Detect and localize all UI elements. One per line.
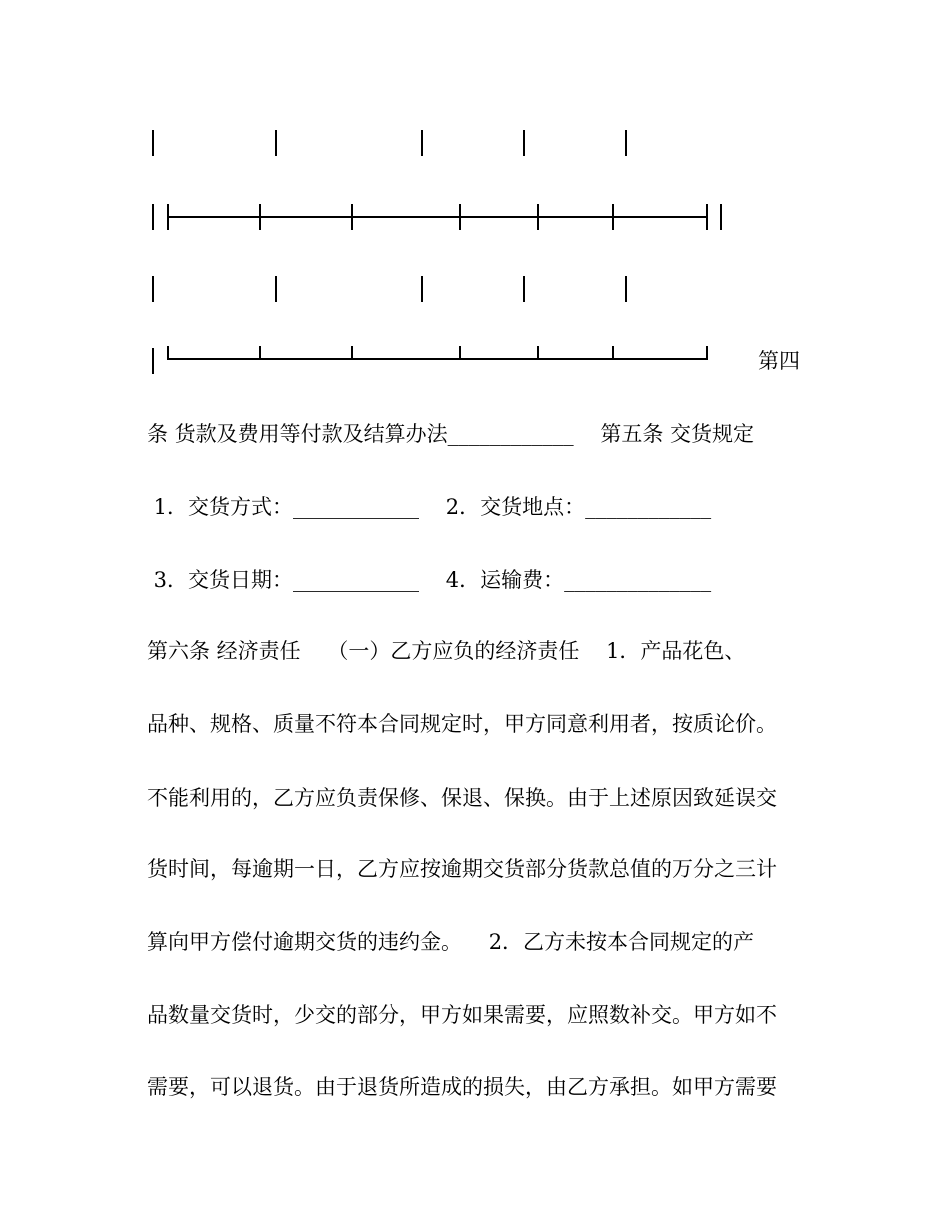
text-line: 货时间，每逾期一日，乙方应按逾期交货部分货款总值的万分之三计 — [147, 857, 777, 881]
table-row2-tick — [259, 204, 261, 230]
table-bottom-line — [167, 358, 707, 360]
table-row4-bar — [152, 348, 154, 374]
text-line: 第六条 经济责任 （一）乙方应负的经济责任 1．产品花色、 — [147, 639, 746, 663]
table-row1-bar — [625, 130, 627, 156]
table-bottom-tick — [459, 346, 461, 360]
table-bottom-corner — [706, 346, 708, 360]
table-row2-tick — [537, 204, 539, 230]
table-row1-bar — [523, 130, 525, 156]
table-bottom-tick — [351, 346, 353, 360]
text-line: 不能利用的，乙方应负责保修、保退、保换。由于上述原因致延误交 — [147, 786, 777, 810]
table-row1-bar — [421, 130, 423, 156]
table-bottom-tick — [259, 346, 261, 360]
table-row3-bar — [275, 276, 277, 302]
text-line: 品数量交货时，少交的部分，甲方如果需要，应照数补交。甲方如不 — [147, 1003, 777, 1027]
table-row1-bar — [275, 130, 277, 156]
table-bottom-tick — [612, 346, 614, 360]
table-row3-bar — [152, 276, 154, 302]
text-line: 需要，可以退货。由于退货所造成的损失，由乙方承担。如甲方需要 — [147, 1075, 777, 1099]
table-row2-bar — [152, 204, 154, 230]
table-row2-tick — [351, 204, 353, 230]
table-separator-line — [167, 216, 707, 218]
text-line: 算向甲方偿付逾期交货的违约金。 2．乙方未按本合同规定的产 — [147, 930, 755, 954]
table-row3-bar — [625, 276, 627, 302]
table-row1-bar — [152, 130, 154, 156]
section-heading-start: 第四 — [758, 349, 800, 373]
table-bottom-tick — [537, 346, 539, 360]
table-row2-bar — [720, 204, 722, 230]
text-line: 品种、规格、质量不符本合同规定时，甲方同意利用者，按质论价。 — [147, 712, 777, 736]
text-line: 1．交货方式：____________ 2．交货地点：____________ — [147, 495, 712, 519]
table-row3-bar — [421, 276, 423, 302]
table-row2-tick — [612, 204, 614, 230]
text-line: 3．交货日期：____________ 4．运输费：______________ — [147, 568, 712, 592]
table-row2-bar — [706, 204, 708, 230]
text-line: 条 货款及费用等付款及结算办法____________ 第五条 交货规定 — [147, 422, 755, 446]
table-row2-tick — [459, 204, 461, 230]
table-row3-bar — [523, 276, 525, 302]
